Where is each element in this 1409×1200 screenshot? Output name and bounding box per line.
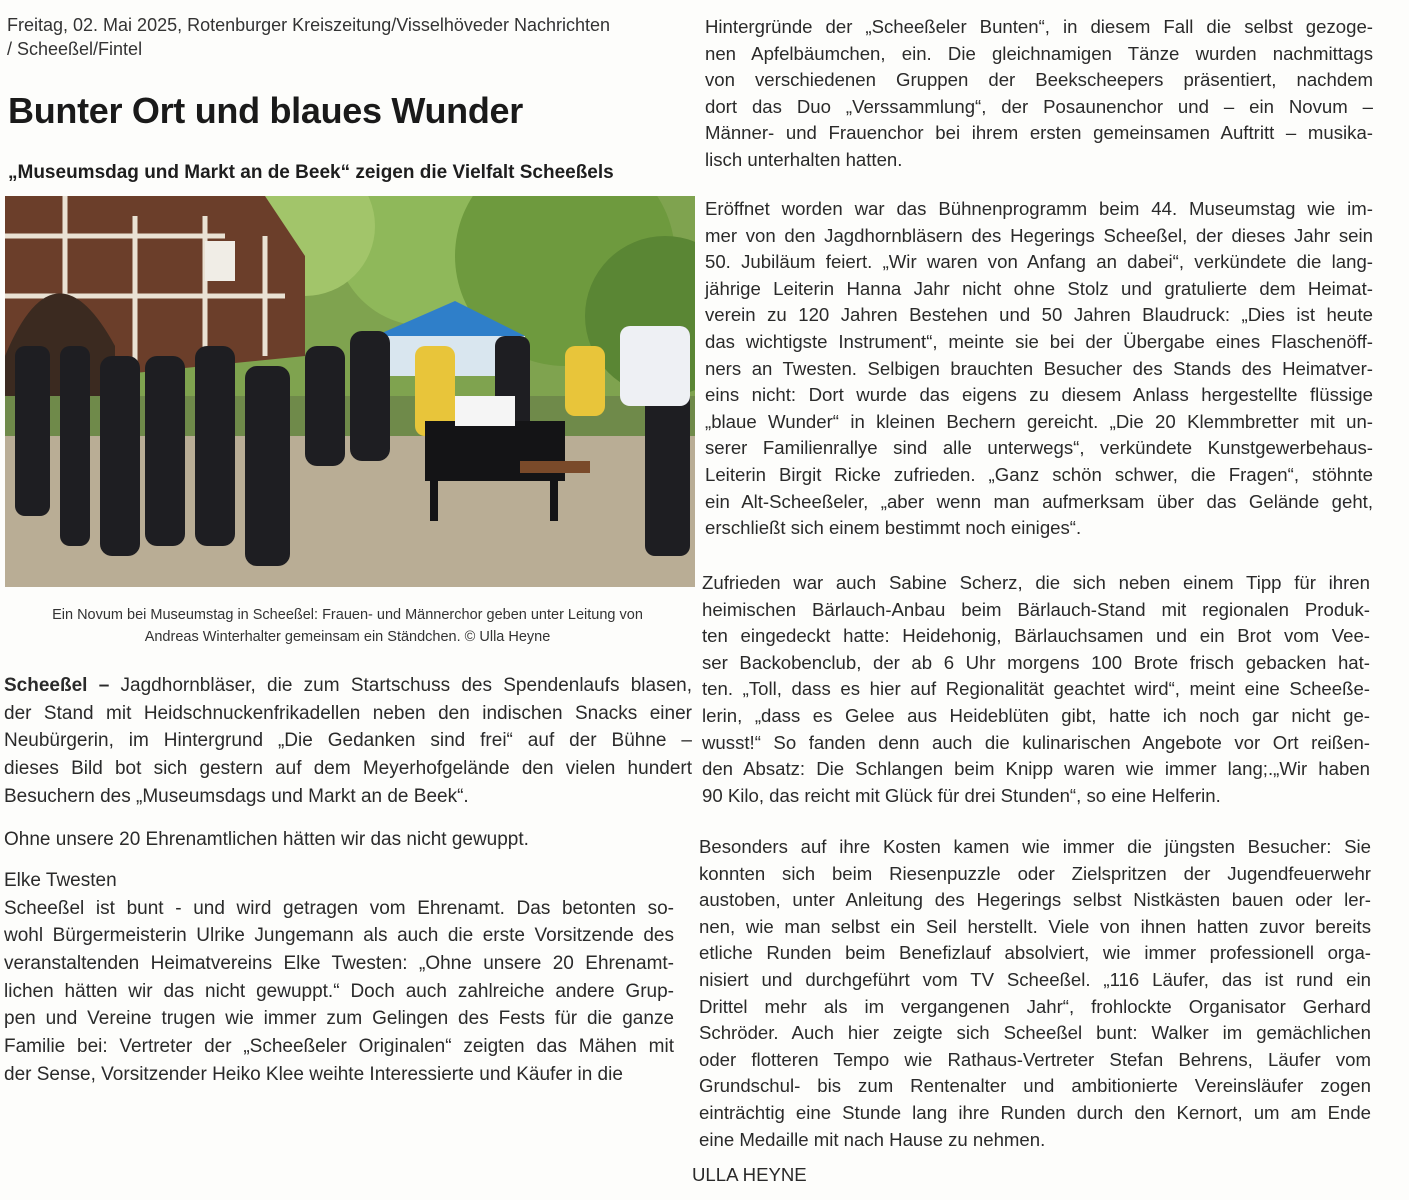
text-line: nen, wie man selbst ein Seil herstellt. Viele von ihnen hatten zuvor bereits (699, 915, 1371, 937)
text-line: „blaue Wunder“ in kleinen Bechern gereicht. „Die 20 Klemmbretter mit un- (705, 410, 1373, 432)
text-line: Ohne unsere 20 Ehrenamtlichen hätten wir das nicht gewuppt. (4, 829, 529, 850)
text-line: Grundschul- bis zum Rentenalter und ambitionierte Vereinsläufer zogen (699, 1075, 1371, 1097)
text-line: Schröder. Auch hier zeigte sich Scheeßel bunt: Walker im gemächlichen (699, 1022, 1371, 1044)
text-line: ser Backobenclub, der ab 6 Uhr morgens 100 Brote frisch gebacken hat- (702, 651, 1370, 673)
text-line (4, 672, 692, 700)
text-span: Jagdhornbläser, die zum Startschuss des Spendenlaufs blasen, (109, 675, 693, 696)
text-line: dort das Duo „Verssammlung“, der Posaunenchor und – ein Novum – (705, 95, 1373, 117)
text-line: Scheeßel ist bunt - und wird getragen vom Ehrenamt. Das betonten so- (4, 897, 674, 919)
text-line: oder flotteren Tempo wie Rathaus-Vertreter Stefan Behrens, Läufer vom (699, 1048, 1371, 1070)
text-line: Zufrieden war auch Sabine Scherz, die sich neben einem Tipp für ihren (702, 572, 1370, 593)
text-line: Männer- und Frauenchor bei ihrem ersten gemeinsamen Auftritt – musika- (705, 122, 1373, 144)
text-line: mer von den Jagdhornbläsern des Hegerings Scheeßel, der dieses Jahr sein (705, 224, 1373, 246)
article-subtitle: „Museumsdag und Markt an de Beek“ zeigen die Vielfalt Scheeßels (8, 162, 614, 183)
text-line: erschließt sich einem bestimmt noch einiges“. (705, 517, 1082, 539)
text-line: der Sense, Vorsitzender Heiko Klee weihte Interessierte und Käufer in die (4, 1063, 623, 1085)
text-line: dieses Bild bot sich gestern auf dem Meyerhofgelände den vielen hundert (4, 758, 692, 780)
text-line: konnten sich beim Riesenpuzzle oder Zielspritzen der Jugendfeuerwehr (699, 862, 1371, 884)
article-title: Bunter Ort und blaues Wunder (8, 90, 523, 131)
text-line: nisiert und durchgeführt vom TV Scheeßel. „116 Läufer, das ist rund ein (699, 968, 1371, 990)
left-paragraph-1 (4, 672, 692, 810)
left-paragraph-2 (4, 826, 692, 854)
right-paragraph-4 (699, 834, 1371, 1153)
text-line: den Absatz: Die Schlangen beim Knipp waren wie immer lang;.„Wir haben (702, 758, 1370, 780)
text-line: jährige Leiterin Hanna Jahr nicht ohne Stolz und gratulierte dem Heimat- (705, 277, 1373, 299)
text-line: ten eingedeckt hatte: Heidehonig, Bärlauchsamen und ein Brot vom Vee- (702, 625, 1370, 647)
text-line: Drittel mehr als im vergangenen Jahr“, frohlockte Organisator Gerhard (699, 995, 1371, 1017)
text-line: Besuchern des „Museumsdags und Markt an de Beek“. (4, 785, 469, 807)
text-line: wusst!“ So fanden denn auch die kulinarischen Angebote vor Ort reißen- (702, 731, 1370, 753)
right-paragraph-1 (705, 14, 1373, 174)
text-line: ten. „Toll, dass es hier auf Regionalität geachtet wird“, meint eine Scheeße- (702, 678, 1370, 700)
text-line: Eröffnet worden war das Bühnenprogramm beim 44. Museumstag wie im- (705, 198, 1373, 219)
text-line: eins nicht: Dort wurde das eigens zu diesem Anlass hergestellte flüssige (705, 384, 1373, 406)
text-line: Elke Twesten (4, 870, 117, 891)
left-paragraph-3 (4, 867, 674, 1089)
text-line: von verschiedenen Gruppen der Beekscheepers präsentiert, nachdem (705, 69, 1373, 91)
text-line: nen Apfelbäumchen, ein. Die gleichnamigen Tänze wurden nachmittags (705, 42, 1373, 64)
text-line: das wichtigste Instrument“, meinte sie bei der Übergabe eines Flaschenöff- (705, 330, 1373, 352)
text-line: lerin, „dass es Gelee aus Heideblüten gibt, hatte ich noch gar nicht ge- (702, 704, 1370, 726)
text-line: 50. Jubiläum feiert. „Wir waren von Anfang an dabei“, verkündete die lang- (705, 251, 1373, 273)
text-line: verein zu 120 Jahren Bestehen und 50 Jahren Blaudruck: „Dies ist heute (705, 304, 1373, 326)
right-paragraph-2 (705, 196, 1373, 542)
header-line: / Scheeßel/Fintel (7, 39, 143, 59)
text-line: Familie bei: Vertreter der „Scheeßeler Originalen“ zeigten das Mähen mit (4, 1036, 674, 1058)
author-byline: ULLA HEYNE (692, 1164, 807, 1185)
photo-caption (0, 604, 695, 648)
text-line: wohl Bürgermeisterin Ulrike Jungemann als auch die erste Vorsitzende des (4, 925, 674, 947)
caption-line: Andreas Winterhalter gemeinsam ein Ständchen. © Ulla Heyne (144, 629, 551, 645)
text-line: pen und Vereine trugen wie immer zum Gelingen des Fests für die ganze (4, 1008, 674, 1030)
text-line: 90 Kilo, das reicht mit Glück für drei Stunden“, so eine Helferin. (702, 784, 1221, 806)
publication-header (7, 13, 610, 61)
text-line: ners an Twesten. Selbigen brauchten Besucher des Stands des Heimatver- (705, 357, 1373, 379)
text-line: Besonders auf ihre Kosten kamen wie immer die jüngsten Besucher: Sie (699, 836, 1371, 857)
text-line: heimischen Bärlauch-Anbau beim Bärlauch-Stand mit regionalen Produk- (702, 598, 1370, 620)
text-line: lisch unterhalten hatten. (705, 148, 903, 170)
text-line: Neubürgerin, im Hintergrund „Die Gedanken sind frei“ auf der Bühne – (4, 730, 692, 752)
text-line: Leiterin Birgit Ricke zufrieden. „Ganz schön schwer, die Fragen“, stöhnte (705, 463, 1373, 485)
header-line: Freitag, 02. Mai 2025, Rotenburger Kreiszeitung/Visselhöveder Nachrichten (7, 15, 610, 35)
text-line: etliche Runden beim Benefizlauf absolviert, wie immer professionell orga- (699, 942, 1371, 964)
dateline: Scheeßel – (4, 675, 110, 696)
text-line: Hintergründe der „Scheeßeler Bunten“, in diesem Fall die selbst gezoge- (705, 16, 1373, 37)
text-line: lichen hätten wir das nicht gewuppt.“ Doch auch zahlreiche andere Grup- (4, 980, 674, 1002)
text-line: eine Medaille mit nach Hause zu nehmen. (699, 1128, 1046, 1150)
photo-choir-icon (5, 196, 695, 587)
caption-line: Ein Novum bei Museumstag in Scheeßel: Frauen- und Männerchor geben unter Leitung von (52, 607, 643, 623)
text-line: der Stand mit Heidschnuckenfrikadellen neben den indischen Snacks einer (4, 702, 692, 724)
text-line: einträchtig eine Stunde lang ihre Runden durch den Kernort, um am Ende (699, 1101, 1371, 1123)
text-line: austoben, unter Anleitung des Hegerings selbst Nistkästen bauen oder ler- (699, 889, 1371, 911)
text-line: veranstaltenden Heimatvereins Elke Twesten: „Ohne unsere 20 Ehrenamt- (4, 953, 674, 975)
text-line: serer Familienrallye sind alle unterwegs“, verkündete Kunstgewerbehaus- (705, 437, 1373, 459)
right-paragraph-3 (702, 570, 1370, 809)
text-line: ein Alt-Scheeßeler, „aber wenn man aufmerksam über das Gelände geht, (705, 490, 1373, 512)
